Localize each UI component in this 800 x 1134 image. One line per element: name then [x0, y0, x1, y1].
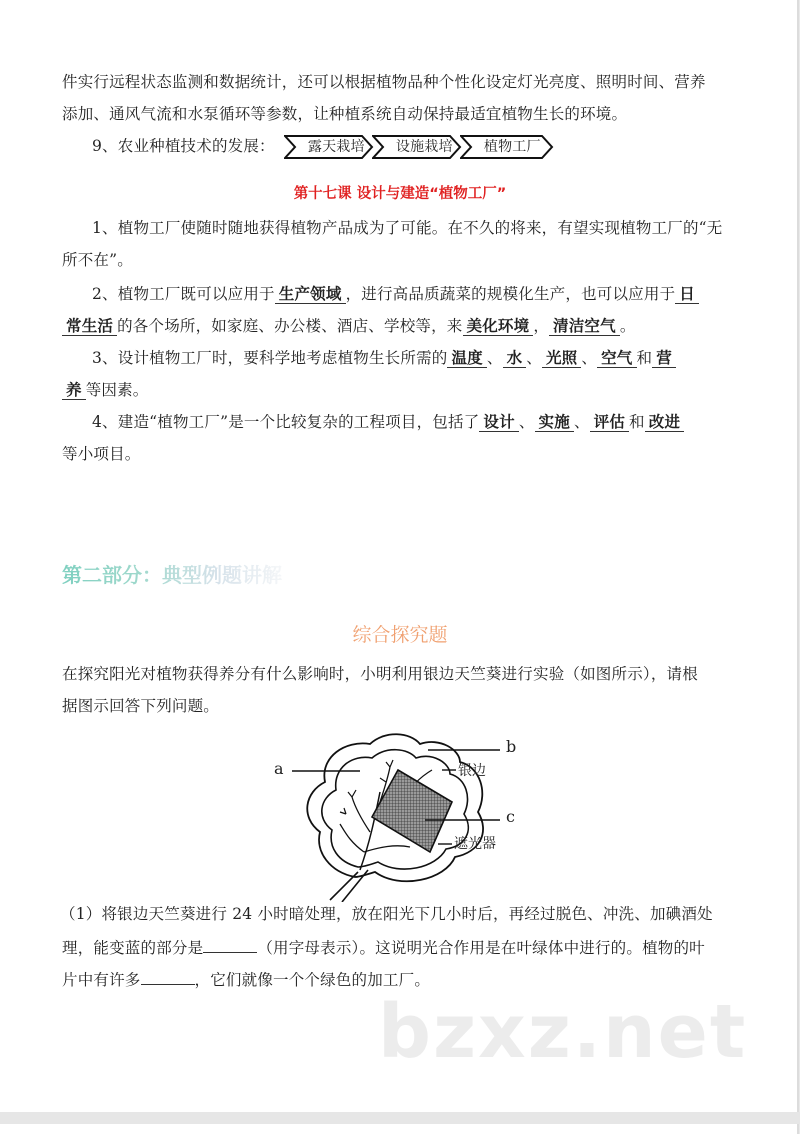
question-1-line-2	[62, 936, 742, 958]
text: 、	[581, 349, 598, 367]
answer-blank: 清洁空气	[549, 317, 620, 336]
lesson-item-4-line-2: 等小项目。	[62, 445, 141, 463]
text: 、	[518, 413, 535, 431]
leaf-illustration-icon	[260, 722, 540, 902]
answer-blank: 水	[503, 349, 527, 368]
text: 、	[573, 413, 590, 431]
question-1-line-3	[62, 968, 742, 990]
lesson-item-2-line-2	[62, 316, 742, 336]
answer-blank-2[interactable]	[141, 968, 195, 985]
text: 、	[526, 349, 542, 367]
flow-step-3-label: 植物工厂	[483, 139, 541, 155]
quiz-stem-line-1: 在探究阳光对植物获得养分有什么影响时，小明利用银边天竺葵进行实验（如图所示），请根	[62, 665, 698, 683]
lesson-item-3-line-2	[62, 380, 742, 400]
text: ，进行高品质蔬菜的规模化生产，也可以应用于	[345, 285, 676, 303]
watermark: bzxz.net	[378, 989, 748, 1075]
text: 4、建造“植物工厂”是一个比较复杂的工程项目，包括了	[92, 413, 480, 431]
next-page-edge	[0, 1124, 799, 1134]
flow-step-1	[284, 135, 372, 159]
text: 和	[636, 349, 653, 367]
lesson-item-1-line-1: 1、植物工厂使随时随地获得植物产品成为了可能。在不久的将来，有望实现植物工厂的“无	[92, 219, 723, 237]
label-a: a	[274, 759, 284, 778]
answer-blank: 空气	[597, 349, 636, 368]
answer-blank: 温度	[447, 349, 486, 368]
text: 理，能变蓝的部分是	[62, 939, 204, 957]
label-silver-edge: 银边	[458, 763, 486, 779]
label-b: b	[506, 737, 517, 756]
text: ，	[533, 317, 550, 335]
quiz-title: 综合探究题	[352, 624, 448, 646]
label-shade: 遮光器	[454, 836, 496, 852]
lesson-item-4-line-1	[92, 412, 772, 432]
intro-line-1: 件实行远程状态监测和数据统计，还可以根据植物品种个性化设定灯光亮度、照明时间、营养	[62, 73, 706, 91]
question-1-line-1: （1）将银边天竺葵进行 24 小时暗处理，放在阳光下几小时后，再经过脱色、冲洗、加碘酒处	[60, 905, 713, 923]
lesson-item-2-line-1	[92, 284, 772, 304]
label-c: c	[506, 807, 515, 826]
flow-step-2	[372, 135, 460, 159]
text: 片中有许多	[62, 971, 141, 989]
text: 、	[486, 349, 503, 367]
text: 。	[619, 317, 636, 335]
lesson-item-1-line-2: 所不在”。	[62, 251, 133, 269]
part-heading: 第二部分：典型例题讲解	[62, 563, 282, 587]
answer-blank: 实施	[535, 413, 574, 432]
flow-step-3	[460, 135, 552, 159]
text: 等因素。	[85, 381, 149, 399]
page-gap	[0, 1112, 800, 1124]
answer-blank: 光照	[542, 349, 581, 368]
answer-blank-1[interactable]	[203, 936, 257, 953]
quiz-stem-line-2: 据图示回答下列问题。	[62, 697, 220, 715]
text: 2、植物工厂既可以应用于	[92, 285, 275, 303]
answer-blank: 评估	[590, 413, 629, 432]
text: 3、设计植物工厂时，要科学地考虑植物生长所需的	[92, 349, 448, 367]
item-9	[92, 134, 772, 159]
text: 和	[629, 413, 645, 431]
lesson-item-3-line-1	[92, 348, 772, 368]
answer-blank: 设计	[479, 413, 518, 432]
answer-blank: 养	[62, 381, 86, 400]
lesson-title: 第十七课 设计与建造“植物工厂”	[293, 186, 507, 202]
text: （用字母表示）。这说明光合作用是在叶绿体中进行的。植物的叶	[257, 939, 705, 957]
text: 的各个场所，如家庭、办公楼、酒店、学校等，来	[117, 317, 463, 335]
answer-blank: 美化环境	[463, 317, 534, 336]
answer-blank: 日	[675, 285, 699, 304]
geranium-leaf-diagram	[260, 722, 540, 902]
flow-step-1-label: 露天栽培	[307, 139, 365, 155]
answer-blank: 常生活	[62, 317, 117, 336]
text: ，它们就像一个个绿色的加工厂。	[194, 971, 431, 989]
answer-blank: 营	[652, 349, 676, 368]
answer-blank: 生产领域	[275, 285, 346, 304]
flow-step-2-label: 设施栽培	[395, 139, 453, 155]
item-9-label: 9、农业种植技术的发展：	[92, 137, 275, 155]
tech-flow-diagram	[284, 135, 552, 159]
answer-blank: 改进	[645, 413, 684, 432]
intro-line-2: 添加、通风气流和水泵循环等参数，让种植系统自动保持最适宜植物生长的环境。	[62, 105, 628, 123]
